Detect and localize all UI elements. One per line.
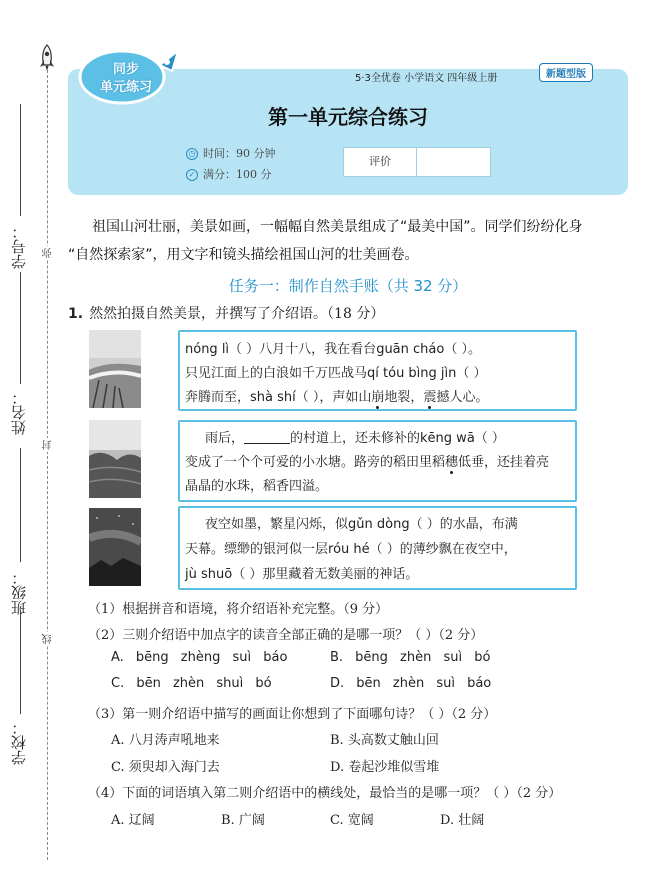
question-number: 1. xyxy=(68,306,84,322)
score-info xyxy=(186,166,272,182)
option-4d[interactable]: D. 壮阔 xyxy=(440,813,485,828)
evaluation-label: 评价 xyxy=(344,148,417,176)
task1-title: 任务一：制作自然手账（共 32 分） xyxy=(228,277,468,295)
seal-mark-feng: 封 xyxy=(43,440,54,450)
time-text: 时间：90 分钟 xyxy=(203,147,276,160)
option-3d[interactable]: D. 卷起沙堆似雪堆 xyxy=(330,760,440,775)
question-1-title xyxy=(68,303,384,323)
school-line[interactable] xyxy=(20,610,21,714)
class-label: 班级： xyxy=(10,570,28,615)
option-4c[interactable]: C. 宽阔 xyxy=(330,813,374,828)
option-3c[interactable]: C. 须臾却入海门去 xyxy=(111,760,220,775)
photo-tide xyxy=(89,330,141,408)
school-label: 学校： xyxy=(10,720,28,765)
passage-2-line-1: 雨后， 的村道上，还未修补的kēng wā（ ） xyxy=(205,431,505,446)
photo-night-sky xyxy=(89,508,141,586)
option-2c[interactable]: C. bēn zhèn shuì bó xyxy=(111,676,272,691)
class-line[interactable] xyxy=(20,448,21,562)
evaluation-box[interactable] xyxy=(343,147,491,177)
badge-line2: 单元练习 xyxy=(99,80,152,95)
sub-question-1: （1）根据拼音和语境，将介绍语补充完整。（9 分） xyxy=(88,602,389,617)
passage-2-line-2: 变成了一个个可爱的小水塘。路旁的稻田里稻穗低垂，还挂着亮 xyxy=(185,455,550,470)
photo-rice-field xyxy=(89,420,141,498)
series-label: 5·3全优卷 小学语文 四年级上册 xyxy=(355,73,498,84)
rocket-icon xyxy=(37,44,57,72)
option-2b[interactable]: B. bēng zhèn suì bó xyxy=(330,650,491,665)
student-id-line[interactable] xyxy=(20,104,21,216)
option-4a[interactable]: A. 辽阔 xyxy=(111,813,155,828)
seal-line xyxy=(47,60,48,860)
score-text: 满分：100 分 xyxy=(203,168,272,181)
sub-question-2: （2）三则介绍语中加点字的读音全部正确的是哪一项？（ ）（2 分） xyxy=(88,628,484,643)
new-edition-tag: 新题型版 xyxy=(539,63,593,82)
seal-mark-xian: 线 xyxy=(43,634,54,644)
option-4b[interactable]: B. 广阔 xyxy=(221,813,265,828)
option-2a[interactable]: A. bēng zhèng suì báo xyxy=(111,650,288,665)
student-id-label: 学号： xyxy=(10,224,28,269)
clock-icon: ◷ xyxy=(186,148,198,160)
passage-3-line-1: 夜空如墨，繁星闪烁，似gǔn dòng（ ）的水晶，布满 xyxy=(205,517,518,532)
badge-line1: 同步 xyxy=(112,62,139,77)
question-text: 然然拍摄自然美景，并撰写了介绍语。（18 分） xyxy=(89,306,385,322)
option-2d[interactable]: D. bēn zhèn suì báo xyxy=(330,676,492,691)
fill-in-blank[interactable] xyxy=(244,431,290,444)
option-3a[interactable]: A. 八月涛声吼地来 xyxy=(111,733,220,748)
sub-question-3: （3）第一则介绍语中描写的画面让你想到了下面哪句诗？（ ）（2 分） xyxy=(88,707,497,722)
option-3b[interactable]: B. 头高数丈触山回 xyxy=(330,733,439,748)
intro-line-1: 祖国山河壮丽，美景如画，一幅幅自然美景组成了“最美中国”。同学们纷纷化身 xyxy=(92,219,583,235)
intro-line-2: “自然探索家”，用文字和镜头描绘祖国山河的壮美画卷。 xyxy=(68,247,419,263)
name-label: 姓名： xyxy=(10,390,28,435)
passage-1-line-1: nóng lì（ ）八月十八，我在看台guān cháo（ ）。 xyxy=(185,342,481,357)
check-icon: ✓ xyxy=(186,169,198,181)
passage-1-line-3: 奔腾而至，shà shí（ ），声如山崩地裂，震撼人心。 xyxy=(185,390,489,405)
seal-mark-mi: 弥 xyxy=(43,248,54,258)
passage-2-line-3: 晶晶的水珠，稻香四溢。 xyxy=(185,479,329,494)
passage-3-line-2: 天幕。缥缈的银河似一层róu hé（ ）的薄纱飘在夜空中， xyxy=(185,542,517,557)
passage-1-line-2: 只见江面上的白浪如千万匹战马qí tóu bìng jìn（ ） xyxy=(185,366,487,381)
passage-3-line-3: jù shuō（ ）那里藏着无数美丽的神话。 xyxy=(185,567,419,582)
time-info xyxy=(186,145,276,161)
page-title: 第一单元综合练习 xyxy=(268,105,428,129)
sub-question-4: （4）下面的词语填入第二则介绍语中的横线处，最恰当的是哪一项？（ ）（2 分） xyxy=(88,786,562,801)
name-line[interactable] xyxy=(20,272,21,384)
